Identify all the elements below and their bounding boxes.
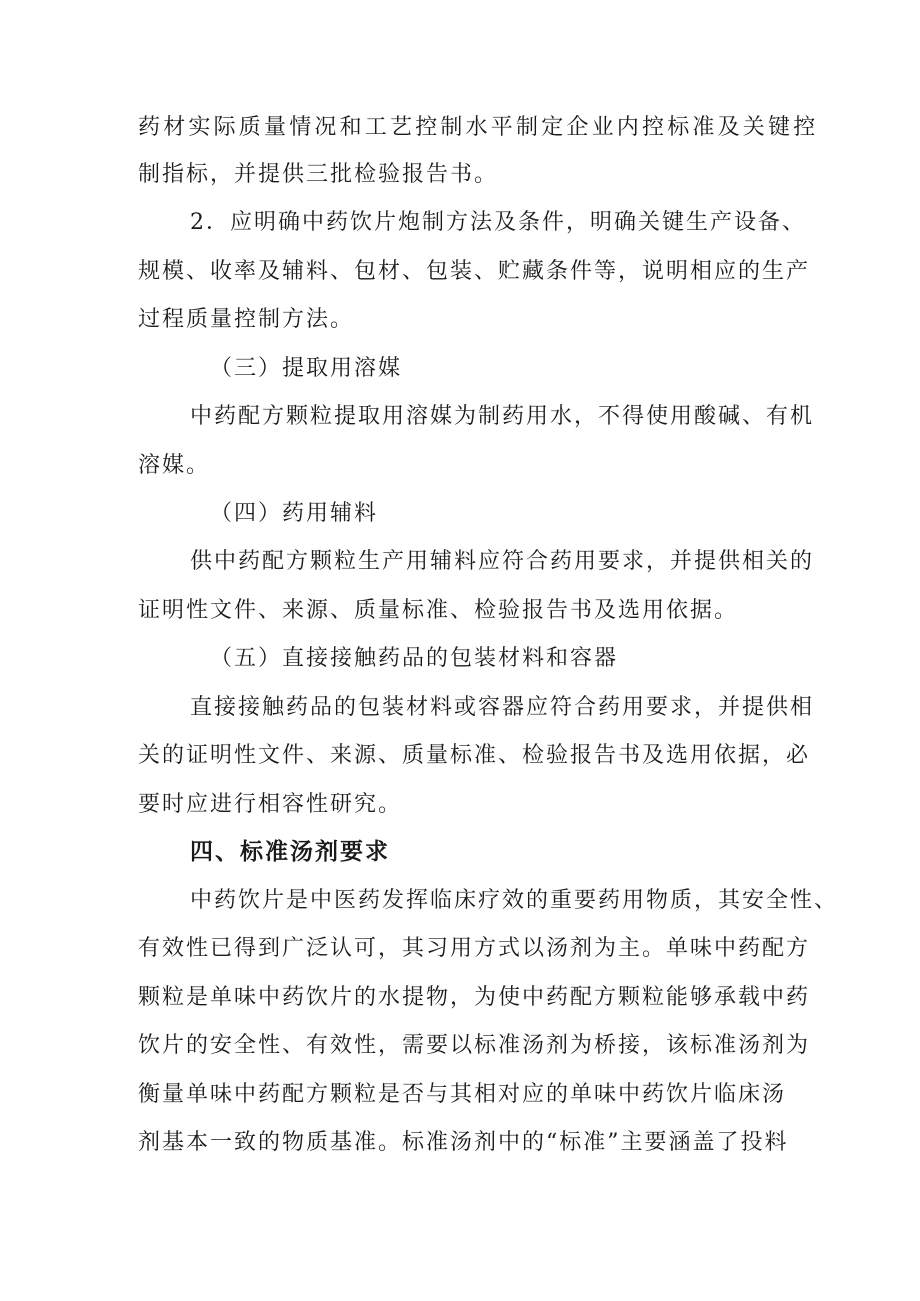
paragraph-line: 关的证明性文件、来源、质量标准、检验报告书及选用依据，必 [138, 743, 811, 768]
paragraph-line: 中药配方颗粒提取用溶媒为制药用水，不得使用酸碱、有机 [190, 404, 815, 429]
paragraph-line: 证明性文件、来源、质量标准、检验报告书及选用依据。 [138, 598, 739, 623]
paragraph-line: 溶媒。 [138, 453, 211, 478]
paragraph-line: 药材实际质量情况和工艺控制水平制定企业内控标准及关键控 [138, 115, 819, 140]
paragraph-line: 要时应进行相容性研究。 [138, 792, 403, 817]
paragraph-line: 有效性已得到广泛认可，其习用方式以汤剂为主。单味中药配方 [138, 936, 811, 961]
paragraph-line: 直接接触药品的包装材料或容器应符合药用要求，并提供相 [190, 695, 815, 720]
section-heading: 四、标准汤剂要求 [190, 839, 390, 865]
subsection-heading: （四）药用辅料 [210, 501, 379, 526]
paragraph-line: 2．应明确中药饮片炮制方法及条件，明确关键生产设备、 [190, 210, 806, 235]
subsection-heading: （五）直接接触药品的包装材料和容器 [210, 646, 619, 671]
subsection-heading: （三）提取用溶媒 [210, 356, 403, 381]
paragraph-line: 供中药配方颗粒生产用辅料应符合药用要求，并提供相关的 [190, 549, 815, 574]
paragraph-line: 剂基本一致的物质基准。标准汤剂中的“标准”主要涵盖了投料 [138, 1130, 789, 1155]
paragraph-line: 颗粒是单味中药饮片的水提物，为使中药配方颗粒能够承载中药 [138, 985, 811, 1010]
paragraph-line: 过程质量控制方法。 [138, 307, 355, 332]
paragraph-line: 衡量单味中药配方颗粒是否与其相对应的单味中药饮片临床汤 [138, 1082, 787, 1107]
paragraph-line: 中药饮片是中医药发挥临床疗效的重要药用物质，其安全性、 [190, 888, 839, 913]
paragraph-line: 规模、收率及辅料、包材、包装、贮藏条件等，说明相应的生产 [138, 259, 811, 284]
paragraph-line: 制指标，并提供三批检验报告书。 [138, 162, 499, 187]
paragraph-line: 饮片的安全性、有效性，需要以标准汤剂为桥接，该标准汤剂为 [138, 1033, 811, 1058]
